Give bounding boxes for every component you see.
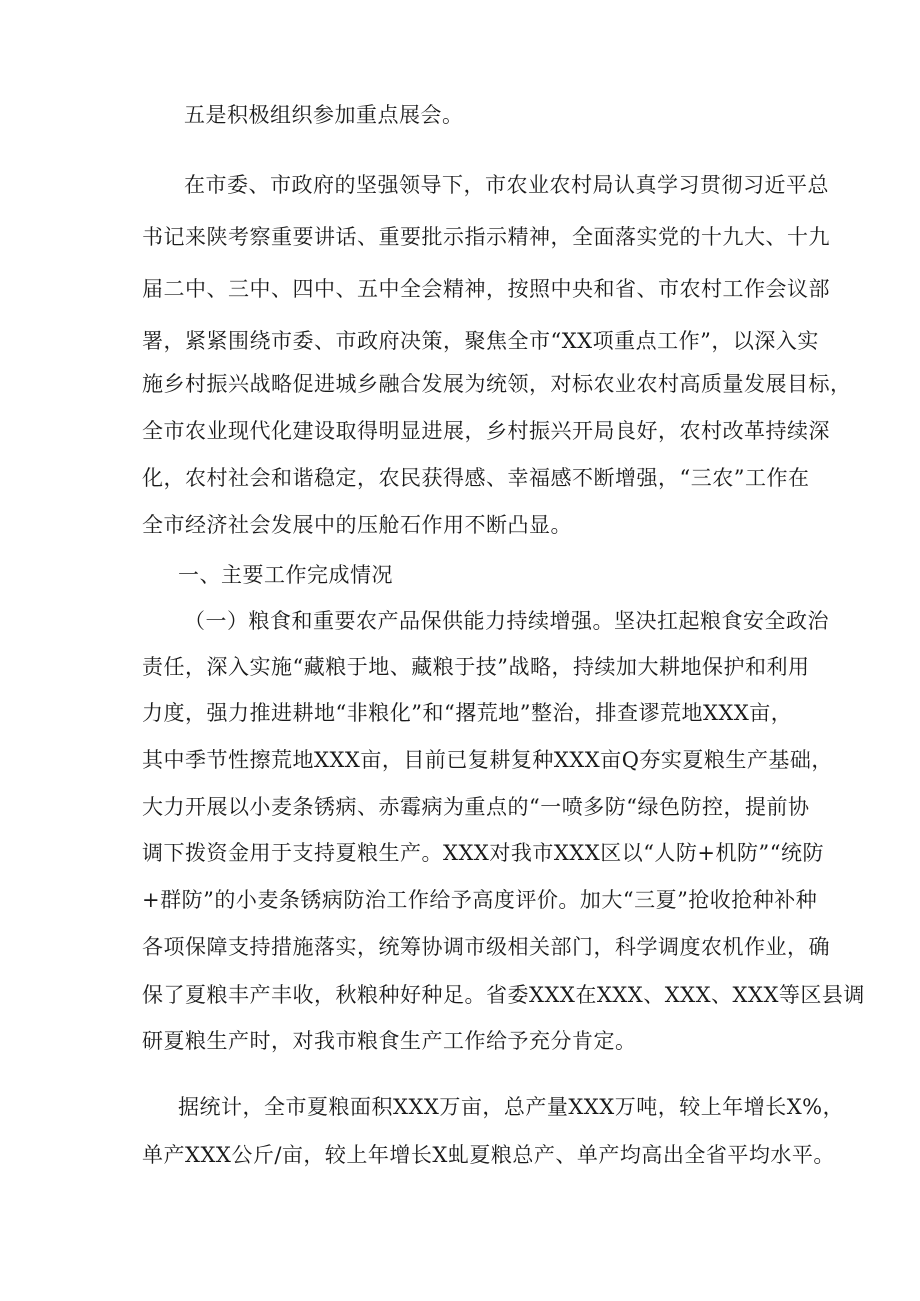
paragraph-line: 责任，深入实施“藏粮于地、藏粮于技”战略，持续加大耕地保护和利用 xyxy=(142,655,810,679)
paragraph-line: 在市委、市政府的坚强领导下，市农业农村局认真学习贯彻习近平总 xyxy=(184,173,829,197)
paragraph-line: 署，紧紧围绕市委、市政府决策，聚焦全市“XX项重点工作”，以深入实 xyxy=(142,329,819,353)
paragraph-line: 全市农业现代化建设取得明显进展，乡村振兴开局良好，农村改革持续深 xyxy=(142,419,830,443)
paragraph-line: 保了夏粮丰产丰收，秋粮种好种足。省委XXX在XXX、XXX、XXX等区县调 xyxy=(142,983,865,1007)
paragraph-line: 届二中、三中、四中、五中全会精神，按照中央和省、市农村工作会议部 xyxy=(142,277,830,301)
paragraph-line: 据统计，全市夏粮面积XXX万亩，总产量XXX万吨，较上年增长X%， xyxy=(178,1095,845,1119)
paragraph-line: 调下拨资金用于支持夏粮生产。XXX对我市XXX区以“人防+机防”“统防 xyxy=(142,841,825,865)
paragraph-line: 全市经济社会发展中的压舱石作用不断凸显。 xyxy=(142,513,572,537)
paragraph-line: +群防”的小麦条锈病防治工作给予高度评价。加大“三夏”抢收抢种补种 xyxy=(142,888,818,912)
paragraph-line: 化，农村社会和谐稳定，农民获得感、幸福感不断增强，“三农”工作在 xyxy=(142,466,810,490)
paragraph-line: 书记来陕考察重要讲话、重要批示指示精神，全面落实党的十九大、十九 xyxy=(142,225,830,249)
paragraph-line: 大力开展以小麦条锈病、赤霉病为重点的“一喷多防“绿色防控，提前协 xyxy=(142,795,810,819)
paragraph-line: 力度，强力推进耕地“非粮化”和“撂荒地”整治，排查谬荒地XXX亩， xyxy=(142,701,793,725)
paragraph-line: 各项保障支持措施落实，统筹协调市级相关部门，科学调度农机作业，确 xyxy=(142,935,830,959)
paragraph-line: 单产XXX公斤/亩，较上年增长X虬夏粮总产、单产均高出全省平均水平。 xyxy=(142,1143,835,1167)
paragraph-line: 其中季节性擦荒地XXX亩，目前已复耕复种XXX亩Q夯实夏粮生产基础， xyxy=(142,748,833,772)
paragraph-line: 施乡村振兴战略促进城乡融合发展为统领，对标农业农村高质量发展目标， xyxy=(142,372,852,396)
paragraph-line: （一）粮食和重要农产品保供能力持续增强。坚决扛起粮食安全政治 xyxy=(184,609,829,633)
paragraph-line: 研夏粮生产时，对我市粮食生产工作给予充分肯定。 xyxy=(142,1029,637,1053)
paragraph-line: 五是积极组织参加重点展会。 xyxy=(184,103,464,127)
section-heading: 一、主要工作完成情况 xyxy=(178,563,393,587)
